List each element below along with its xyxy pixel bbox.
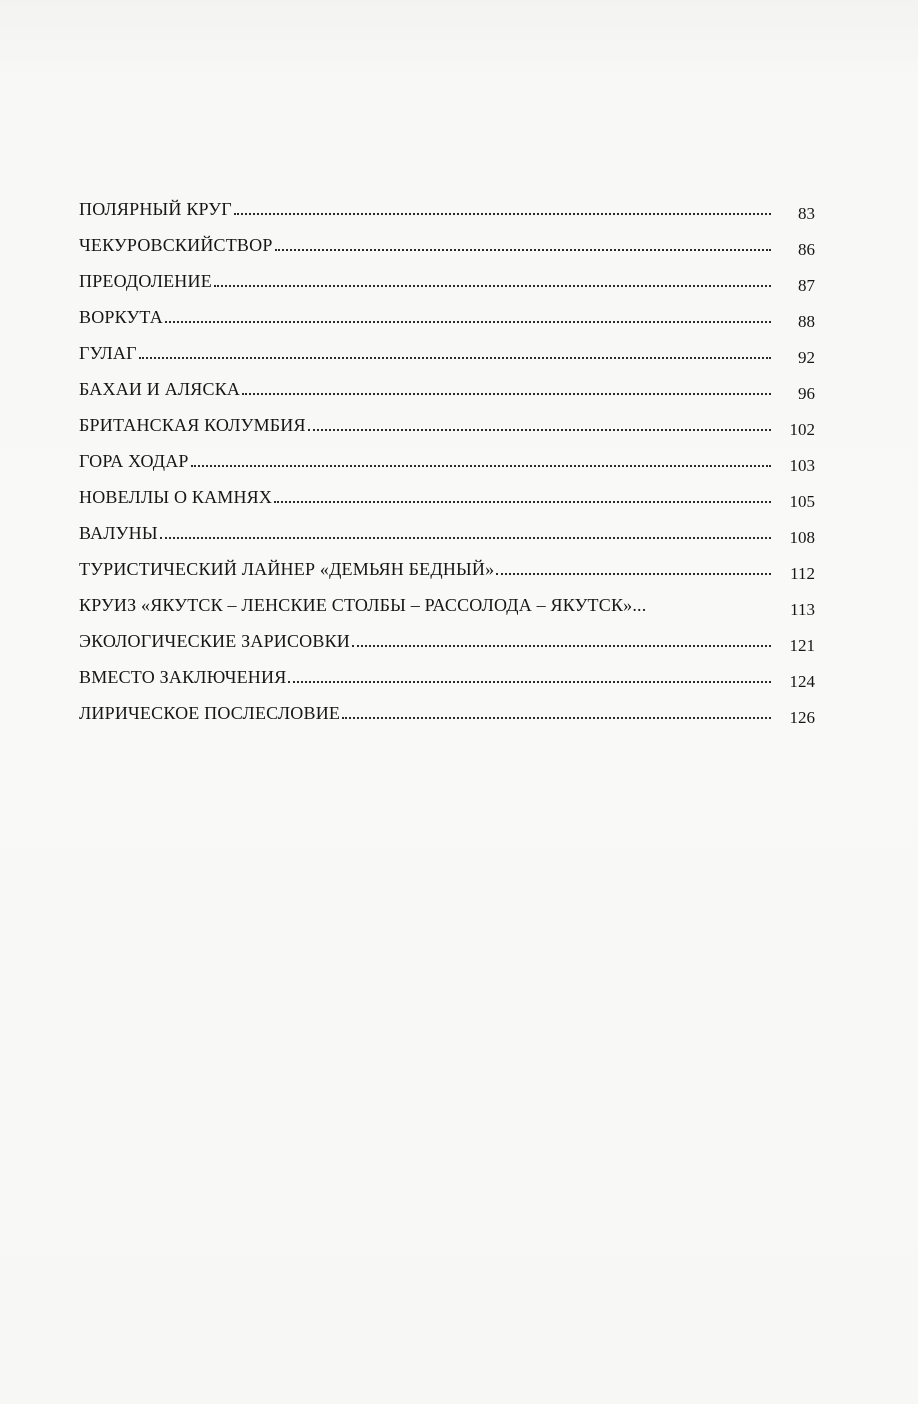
- toc-entry-title: ГУЛАГ: [79, 343, 137, 363]
- toc-entry-title: БАХАИ И АЛЯСКА: [79, 379, 241, 399]
- toc-entry: [79, 256, 815, 295]
- dot-leader: [308, 429, 771, 431]
- toc-entry-title: ВМЕСТО ЗАКЛЮЧЕНИЯ: [79, 667, 287, 687]
- toc-entry-page: 102: [789, 420, 815, 439]
- dot-leader: [288, 681, 771, 683]
- toc-entry-page: 108: [789, 528, 815, 547]
- dot-leader: [352, 645, 771, 647]
- dot-leader: [191, 465, 771, 467]
- dot-leader: [275, 249, 771, 251]
- dot-leader: [234, 213, 771, 215]
- toc-entry-page: 105: [789, 492, 815, 511]
- toc-entry: [79, 184, 815, 223]
- toc-entry: [79, 652, 815, 691]
- toc-entry-page: 88: [798, 312, 815, 331]
- toc-entry: [79, 472, 815, 511]
- toc-entry: [79, 220, 815, 259]
- table-of-contents: [79, 184, 815, 727]
- toc-entry-page: 87: [798, 276, 815, 295]
- toc-entry-title: БРИТАНСКАЯ КОЛУМБИЯ: [79, 415, 306, 435]
- toc-entry: [79, 400, 815, 439]
- toc-entry-title: ПОЛЯРНЫЙ КРУГ: [79, 199, 232, 219]
- toc-entry-page: 103: [789, 456, 815, 475]
- toc-entry-title: КРУИЗ «ЯКУТСК – ЛЕНСКИЕ СТОЛБЫ – РАССОЛОДА – ЯКУТСК»...: [79, 595, 647, 615]
- toc-entry-title: ЛИРИЧЕСКОЕ ПОСЛЕСЛОВИЕ: [79, 703, 341, 723]
- toc-entry-title: НОВЕЛЛЫ О КАМНЯХ: [79, 487, 273, 507]
- toc-entry-page: 92: [798, 348, 815, 367]
- dot-leader: [342, 717, 771, 719]
- toc-entry-title: ГОРА ХОДАР: [79, 451, 189, 471]
- toc-entry: [79, 328, 815, 367]
- toc-entry: [79, 508, 815, 547]
- dot-leader: [139, 357, 771, 359]
- toc-entry-title: ЭКОЛОГИЧЕСКИЕ ЗАРИСОВКИ: [79, 631, 350, 651]
- toc-entry-page: 121: [789, 636, 815, 655]
- toc-entry-title: ВАЛУНЫ: [79, 523, 158, 543]
- toc-entry-page: 112: [790, 564, 815, 583]
- toc-entry-title: ТУРИСТИЧЕСКИЙ ЛАЙНЕР «ДЕМЬЯН БЕДНЫЙ»: [79, 559, 495, 579]
- dot-leader: [165, 321, 771, 323]
- toc-entry: [79, 544, 815, 583]
- toc-entry: [79, 688, 815, 727]
- dot-leader: [214, 285, 771, 287]
- toc-entry: [79, 292, 815, 331]
- toc-entry: [79, 580, 815, 619]
- toc-entry-page: 83: [798, 204, 815, 223]
- dot-leader: [274, 501, 771, 503]
- toc-entry: [79, 436, 815, 475]
- toc-entry-page: 126: [789, 708, 815, 727]
- dot-leader: [160, 537, 771, 539]
- dot-leader: [496, 573, 771, 575]
- toc-entry: [79, 364, 815, 403]
- toc-entry-page: 96: [798, 384, 815, 403]
- toc-entry-title: ВОРКУТА: [79, 307, 163, 327]
- toc-entry-page: 124: [789, 672, 815, 691]
- toc-entry-page: 86: [798, 240, 815, 259]
- toc-entry: [79, 616, 815, 655]
- toc-entry-title: ПРЕОДОЛЕНИЕ: [79, 271, 212, 291]
- toc-entry-page: 113: [790, 600, 815, 619]
- dot-leader: [242, 393, 771, 395]
- toc-entry-title: ЧЕКУРОВСКИЙСТВОР: [79, 235, 273, 255]
